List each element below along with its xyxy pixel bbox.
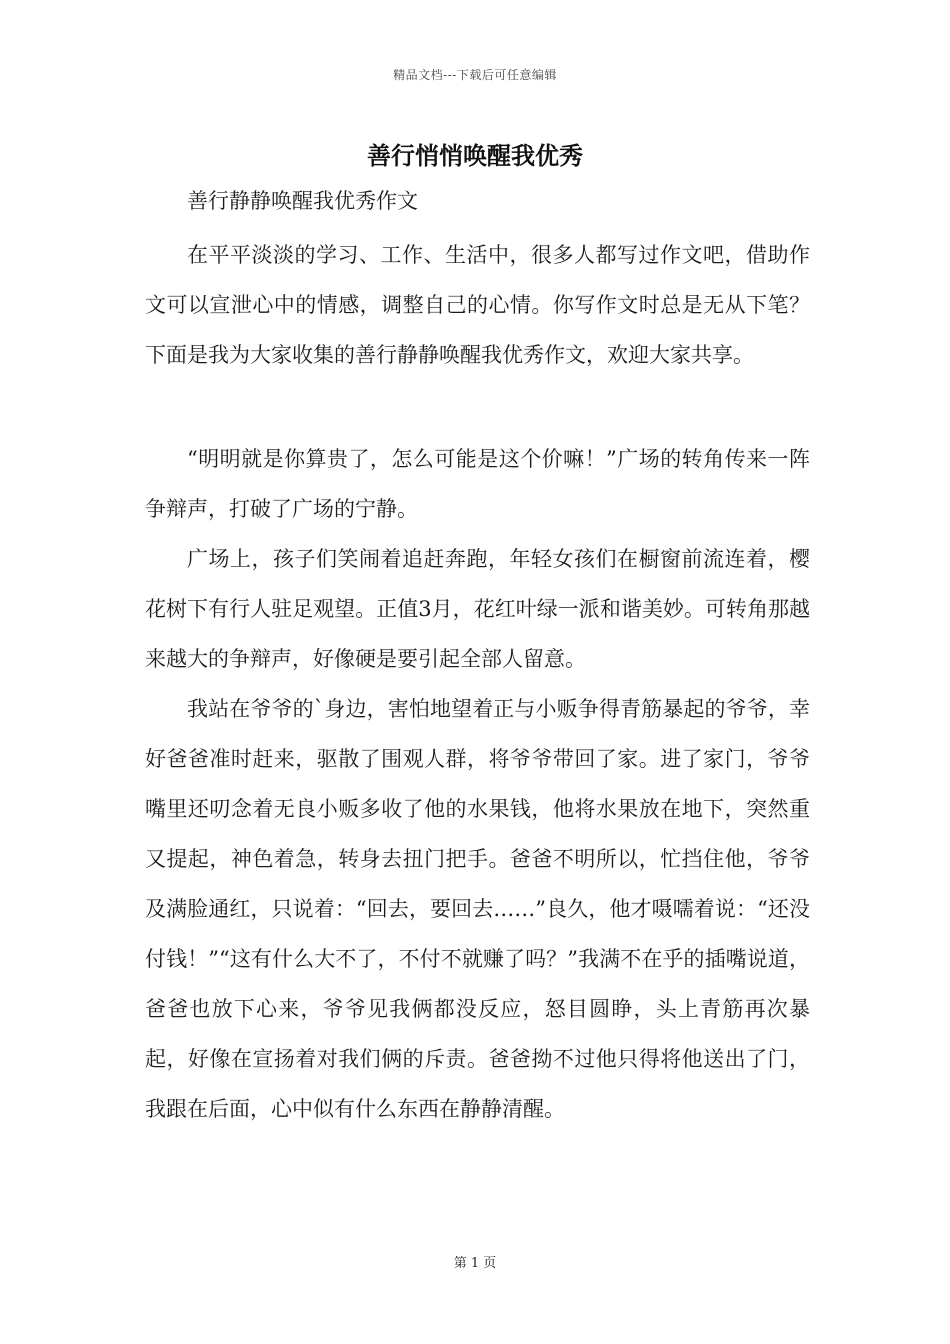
- header-note: 精品文档---下载后可任意编辑: [393, 68, 557, 82]
- document-body: [145, 176, 810, 1134]
- page-number: 第 1 页: [453, 1256, 497, 1271]
- paragraph-grandpa: 我站在爷爷的`身边，害怕地望着正与小贩争得青筋暴起的爷爷，幸好爸爸准时赶来，驱散了围观人群，将爷爷带回了家。进了家门，爷爷嘴里还叨念着无良小贩多收了他的水果钱，他将水果放在地下，突然重又提起，神色着急，转身去扭门把手。爸爸不明所以，忙挡住他，爷爷及满脸通红，只说着：“回去，要回去……”良久，他才嗫嚅着说：“还没付钱！”“这有什么大不了，不付不就赚了吗？”我满不在乎的插嘴说道，爸爸也放下心来，爷爷见我俩都没反应，怒目圆睁，头上青筋再次暴起，好像在宣扬着对我们俩的斥责。爸爸拗不过他只得将他送出了门，我跟在后面，心中似有什么东西在静静清醒。: [145, 697, 810, 1121]
- paragraph-quote: “明明就是你算贵了，怎么可能是这个价嘛！”广场的转角传来一阵争辩声，打破了广场的宁静。: [145, 447, 810, 521]
- paragraph-square: 广场上，孩子们笑闹着追赶奔跑，年轻女孩们在橱窗前流连着，樱花树下有行人驻足观望。正值3月，花红叶绿一派和谐美妙。可转角那越来越大的争辩声，好像硬是要引起全部人留意。: [145, 547, 810, 671]
- document-subtitle: 善行静静唤醒我优秀作文: [187, 189, 418, 213]
- document-title: 善行悄悄唤醒我优秀: [367, 141, 583, 170]
- paragraph-intro: 在平平淡淡的学习、工作、生活中，很多人都写过作文吧，借助作文可以宣泄心中的情感，调整自己的心情。你写作文时总是无从下笔？下面是我为大家收集的善行静静唤醒我优秀作文，欢迎大家共享。: [145, 243, 810, 367]
- paragraph-spacer: [145, 380, 810, 434]
